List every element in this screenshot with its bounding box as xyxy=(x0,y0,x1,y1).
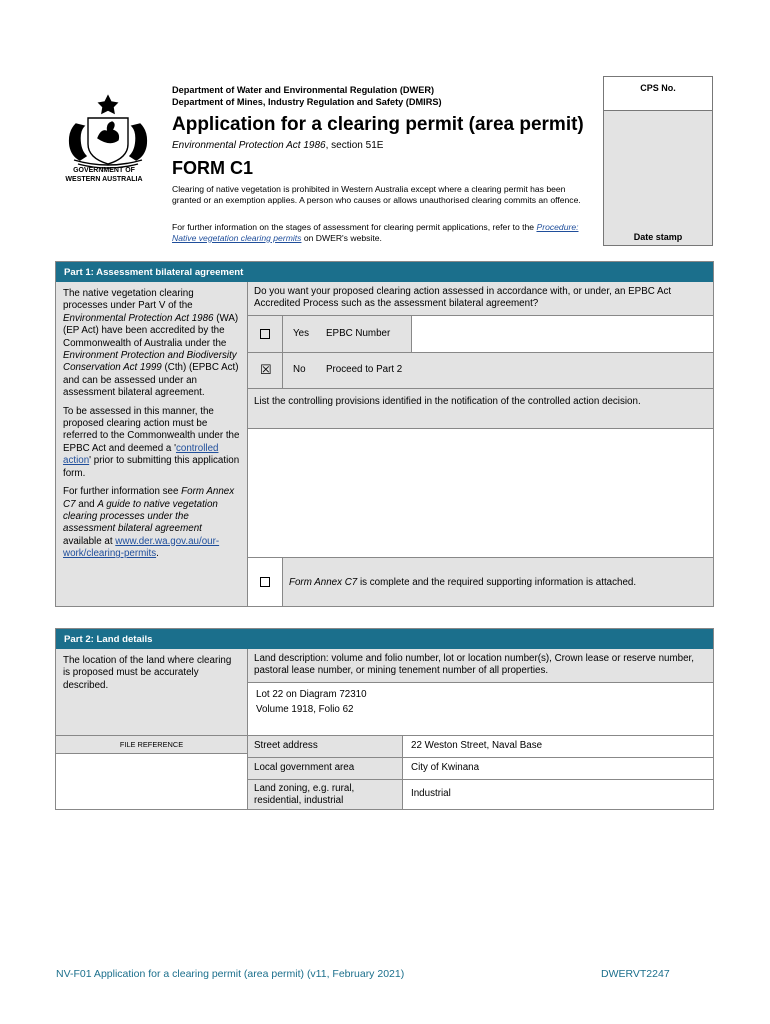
controlled-action-link[interactable]: controlled action xyxy=(63,442,219,467)
epbc-question: Do you want your proposed clearing action assessed in accordance with, or under, an EPBC Act Accredited Process such as the assessment bilateral agreement? xyxy=(248,282,713,315)
dept-line-dwer: Department of Water and Environmental Regulation (DWER) xyxy=(172,85,435,95)
part1-heading: Part 1: Assessment bilateral agreement xyxy=(56,262,713,282)
intro-paragraph: Clearing of native vegetation is prohibited in Western Australia except where a clearing permit has been granted or an exemption applies. A person who causes or allows unauthorised clearing commits an offence. xyxy=(172,184,581,205)
file-reference-label: FILE REFERENCE xyxy=(56,736,248,753)
department-names xyxy=(172,84,442,108)
no-label: No xyxy=(293,364,306,375)
street-address-label: Street address xyxy=(248,736,402,757)
cps-stamp-box xyxy=(603,76,713,246)
proceed-to-part2-label: Proceed to Part 2 xyxy=(326,364,403,375)
controlling-provisions-label: List the controlling provisions identified in the notification of the controlled action decision. xyxy=(248,389,713,428)
cps-no-label: CPS No. xyxy=(604,77,712,111)
file-reference-input[interactable] xyxy=(56,754,248,809)
local-government-label: Local government area xyxy=(248,758,402,779)
intro-further-info: For further information on the stages of assessment for clearing permit applications, refer to the Procedure: Native vegetation clearing permits on DWER's website. xyxy=(172,222,579,243)
part2-section xyxy=(55,628,714,810)
street-address-input[interactable]: 22 Weston Street, Naval Base xyxy=(403,736,713,757)
land-description-line: Volume 1918, Folio 62 xyxy=(256,704,354,715)
footer-form-reference: NV-F01 Application for a clearing permit (area permit) (v11, February 2021) xyxy=(56,968,405,980)
footer-document-code: DWERVT2247 xyxy=(601,968,670,980)
part1-info-column xyxy=(56,282,248,606)
part2-info-text: The location of the land where clearing is proposed must be accurately described. xyxy=(56,649,248,735)
no-checkbox[interactable]: ☒ xyxy=(260,362,272,377)
land-description-input[interactable] xyxy=(248,683,713,735)
part1-section xyxy=(55,261,714,607)
local-government-input[interactable]: City of Kwinana xyxy=(403,758,713,779)
part2-heading: Part 2: Land details xyxy=(56,629,713,649)
controlling-provisions-input[interactable] xyxy=(248,429,713,557)
yes-checkbox[interactable] xyxy=(260,329,270,339)
land-description-label: Land description: volume and folio number, lot or location number(s), Crown lease or reserve number, pastoral lease number, or mining tenement number of all properties. xyxy=(248,649,713,682)
date-stamp-area xyxy=(604,111,712,245)
form-title: Application for a clearing permit (area permit) xyxy=(172,114,584,135)
part1-info-p3: For further information see Form Annex C7 and A guide to native vegetation clearing processes under the assessment bilateral agreement available at www.der.wa.gov.au/our-work/clearing-permits. xyxy=(63,486,235,560)
date-stamp-label: Date stamp xyxy=(633,232,683,242)
land-zoning-label: Land zoning, e.g. rural, residential, industrial xyxy=(248,780,402,809)
annex-c7-statement: Form Annex C7 is complete and the required supporting information is attached. xyxy=(283,558,713,606)
act-reference: Environmental Protection Act 1986, section 51E xyxy=(172,140,384,151)
clearing-permits-link[interactable]: www.der.wa.gov.au/our-work/clearing-permits xyxy=(63,535,220,560)
epbc-number-label: EPBC Number xyxy=(326,328,391,339)
land-zoning-input[interactable]: Industrial xyxy=(403,780,713,809)
government-of-wa-label: GOVERNMENT OF WESTERN AUSTRALIA xyxy=(65,167,143,183)
dept-line-dmirs: Department of Mines, Industry Regulation and Safety (DMIRS) xyxy=(172,97,442,107)
part1-info-p1: The native vegetation clearing processes under Part V of the Environmental Protection Act 1986 (WA) (EP Act) have been accredited by the Commonwealth of Australia under the Environment Protection and Biodiversity Conservation Act 1999 (Cth) (EPBC Act) and can be assessed under an assessment bilateral agreement. xyxy=(63,288,239,399)
epbc-number-input[interactable] xyxy=(412,316,713,352)
annex-c7-checkbox[interactable] xyxy=(260,577,270,587)
part1-info-p2: To be assessed in this manner, the proposed clearing action must be referred to the Commonwealth under the EPBC Act and deemed a 'controlled action' prior to submitting this application form. xyxy=(63,405,240,479)
form-code: FORM C1 xyxy=(172,158,253,178)
yes-label: Yes xyxy=(293,328,309,339)
land-description-line: Lot 22 on Diagram 72310 xyxy=(256,689,367,700)
procedure-link[interactable]: Procedure: Native vegetation clearing permits xyxy=(172,222,579,243)
